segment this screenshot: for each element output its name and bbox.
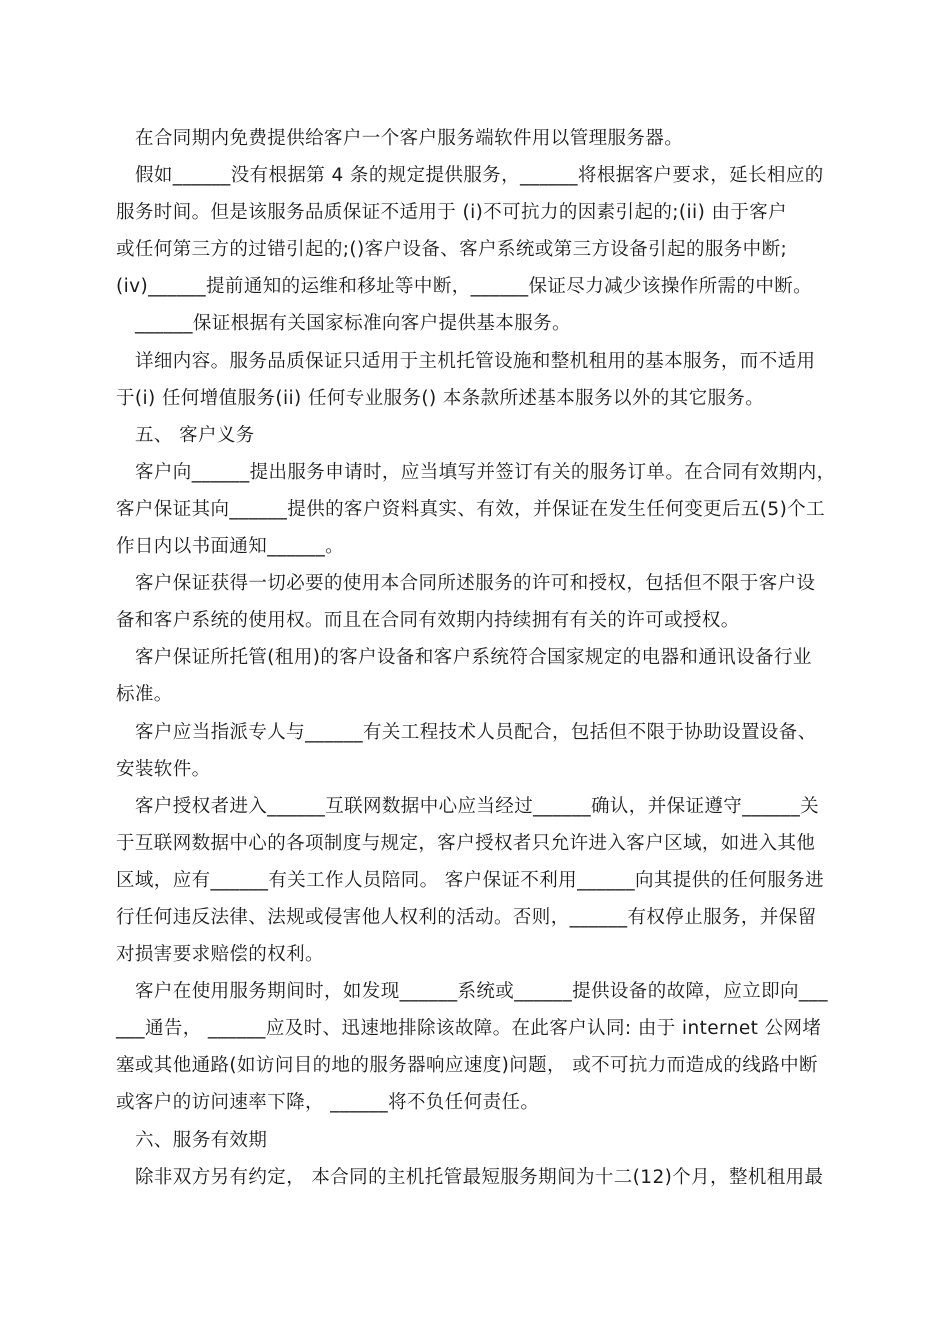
- line-licenses-1: 客户保证获得一切必要的使用本合同所述服务的许可和授权，包括但不限于客户设: [135, 573, 816, 595]
- line-basic-service: ______保证根据有关国家标准向客户提供基本服务。: [135, 313, 571, 335]
- line-datacenter-access-3: 区域，应有______有关工作人员陪同。 客户保证不利用______向其提供的任何服务进: [116, 869, 824, 891]
- line-licenses-2: 备和客户系统的使用权。而且在合同有效期内持续拥有有关的许可或授权。: [116, 610, 740, 632]
- line-datacenter-access-1: 客户授权者进入______互联网数据中心应当经过______确认，并保证遵守______关: [135, 795, 820, 817]
- line-exclusions-1: 服务时间。但是该服务品质保证不适用于 (i)不可抗力的因素引起的;(ii) 由于客户: [116, 202, 788, 224]
- line-standards-2: 标准。: [116, 684, 173, 706]
- line-service-term-1: 除非双方另有约定， 本合同的主机托管最短服务期间为十二(12)个月，整机租用最: [135, 1166, 824, 1188]
- line-fault-report-3: 塞或其他通路(如访问目的地的服务器响应速度)问题， 或不可抗力而造成的线路中断: [116, 1055, 818, 1077]
- line-datacenter-access-4: 行任何违反法律、法规或侵害他人权利的活动。否则，______有权停止服务，并保留: [116, 906, 817, 928]
- line-technical-staff-1: 客户应当指派专人与______有关工程技术人员配合，包括但不限于协助设置设备、: [135, 721, 817, 743]
- line-datacenter-access-5: 对损害要求赔偿的权利。: [116, 944, 324, 966]
- section-heading-service-term: 六、服务有效期: [135, 1129, 268, 1151]
- line-exclusions-3: (iv)______提前通知的运维和移址等中断，______保证尽力减少该操作所需的中断。: [116, 276, 813, 298]
- line-service-request-2: 客户保证其向______提供的客户资料真实、有效，并保证在发生任何变更后五(5)个工: [116, 498, 826, 520]
- line-extension-clause: 假如______没有根据第 4 条的规定提供服务，______将根据客户要求，延长相应的: [135, 165, 824, 187]
- line-technical-staff-2: 安装软件。: [116, 758, 211, 780]
- document-body: [116, 120, 836, 1196]
- line-service-request-3: 作日内以书面通知______。: [116, 536, 345, 558]
- line-fault-report-2: ___通告， ______应及时、迅速地排除该故障。在此客户认同: 由于 internet 公网堵: [116, 1018, 822, 1040]
- line-fault-report-1: 客户在使用服务期间时，如发现______系统或______提供设备的故障，应立即向___: [135, 981, 828, 1003]
- line-fault-report-4: 或客户的访问速率下降， ______将不负任何责任。: [116, 1092, 540, 1114]
- line-quality-scope-2: 于(i) 任何增值服务(ii) 任何专业服务() 本条款所述基本服务以外的其它服务。: [116, 387, 765, 409]
- line-standards-1: 客户保证所托管(租用)的客户设备和客户系统符合国家规定的电器和通讯设备行业: [135, 647, 812, 669]
- line-exclusions-2: 或任何第三方的过错引起的;()客户设备、客户系统或第三方设备引起的服务中断;: [116, 239, 788, 261]
- line-quality-scope-1: 详细内容。服务品质保证只适用于主机托管设施和整机租用的基本服务，而不适用: [135, 350, 816, 372]
- line-datacenter-access-2: 于互联网数据中心的各项制度与规定，客户授权者只允许进入客户区域，如进入其他: [116, 832, 816, 854]
- section-heading-customer-obligations: 五、 客户义务: [135, 424, 255, 446]
- line-service-request-1: 客户向______提出服务申请时，应当填写并签订有关的服务订单。在合同有效期内，: [135, 461, 836, 483]
- line-service-software: 在合同期内免费提供给客户一个客户服务端软件用以管理服务器。: [135, 128, 684, 149]
